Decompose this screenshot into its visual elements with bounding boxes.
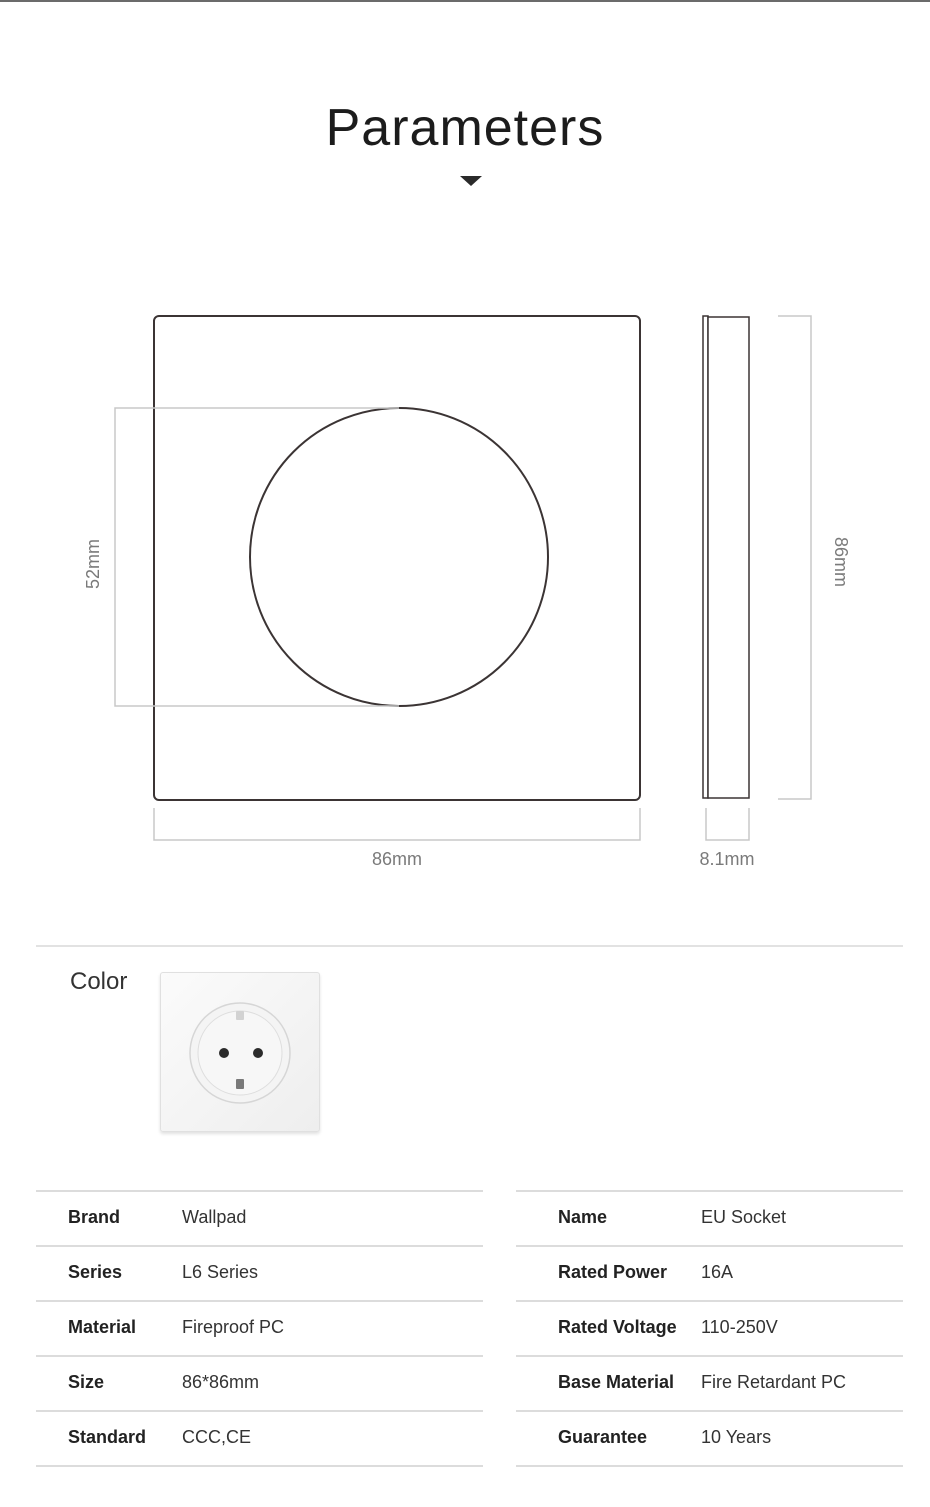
spec-value: 86*86mm xyxy=(182,1372,260,1392)
spec-row xyxy=(36,1190,483,1245)
center-circle-outline xyxy=(250,408,548,706)
spec-row xyxy=(516,1410,903,1467)
spec-row xyxy=(36,1410,483,1467)
spec-value: 10 Years xyxy=(701,1427,772,1447)
depth-dimension-bracket xyxy=(706,808,749,840)
side-profile-body xyxy=(708,317,749,798)
spec-row xyxy=(516,1300,903,1355)
spec-row xyxy=(36,1300,483,1355)
section-divider xyxy=(36,945,903,947)
width-dimension-bracket xyxy=(154,808,640,840)
height-dimension-bracket xyxy=(778,316,811,799)
height-dimension-label: 86mm xyxy=(831,536,851,588)
spec-value: EU Socket xyxy=(701,1207,787,1227)
spec-row xyxy=(516,1355,903,1410)
circle-dimension-label: 52mm xyxy=(83,538,103,590)
spec-value: L6 Series xyxy=(182,1262,259,1282)
spec-key: Guarantee xyxy=(558,1427,648,1447)
spec-row xyxy=(516,1245,903,1300)
spec-value: Fire Retardant PC xyxy=(701,1372,847,1392)
depth-dimension-label: 8.1mm xyxy=(699,849,755,869)
width-dimension-label: 86mm xyxy=(371,849,423,869)
spec-row xyxy=(516,1190,903,1245)
spec-value: CCC,CE xyxy=(182,1427,252,1447)
spec-row xyxy=(36,1245,483,1300)
spec-value: Wallpad xyxy=(182,1207,247,1227)
spec-value: 110-250V xyxy=(701,1317,778,1337)
spec-key: Size xyxy=(68,1372,105,1392)
spec-table-left xyxy=(36,1190,483,1467)
spec-key: Standard xyxy=(68,1427,147,1447)
spec-key: Name xyxy=(558,1207,608,1227)
color-swatch-white[interactable] xyxy=(160,972,320,1132)
color-label: Color xyxy=(70,968,128,995)
spec-key: Base Material xyxy=(558,1372,675,1392)
spec-key: Material xyxy=(68,1317,137,1337)
page-title: Parameters xyxy=(325,99,605,157)
eu-socket-white-icon xyxy=(161,973,319,1131)
spec-value: 16A xyxy=(701,1262,734,1282)
spec-value: Fireproof PC xyxy=(182,1317,285,1337)
spec-key: Rated Voltage xyxy=(558,1317,677,1337)
spec-key: Rated Power xyxy=(558,1262,668,1282)
spec-key: Series xyxy=(68,1262,123,1282)
spec-table-right xyxy=(516,1190,903,1467)
spec-row xyxy=(36,1355,483,1410)
spec-key: Brand xyxy=(68,1207,121,1227)
